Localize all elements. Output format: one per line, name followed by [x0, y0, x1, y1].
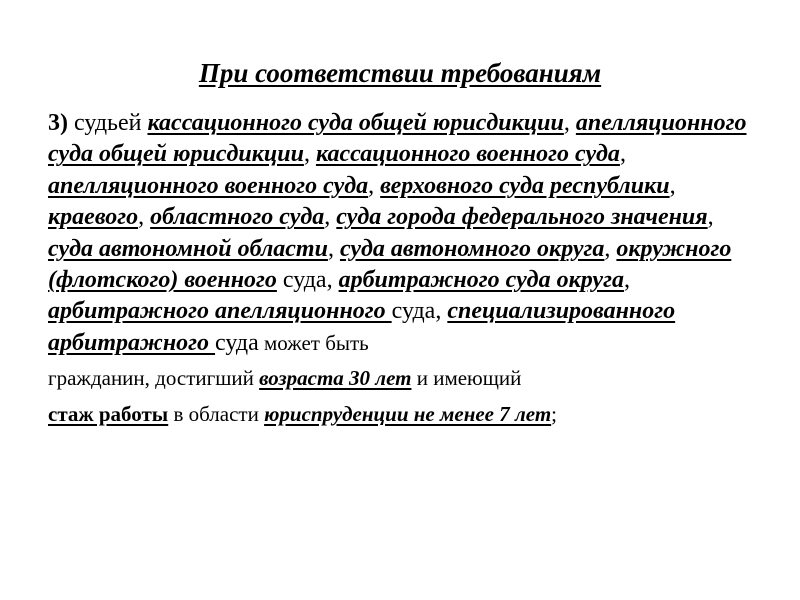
slide-title: При соответствии требованиям: [198, 58, 602, 88]
court-10: суда автономного округа: [339, 235, 605, 262]
sep-2: ,: [303, 141, 316, 168]
age-line-text-c: и имеющий: [411, 366, 522, 391]
court-11: окружного (флотского) военного: [48, 235, 732, 294]
sep-11: суда,: [276, 267, 339, 294]
court-3: кассационного военного суда: [315, 141, 620, 168]
court-2: апелляционного суда общей юрисдикции: [48, 110, 747, 168]
experience-line: [48, 397, 756, 431]
sep-4: ,: [368, 172, 381, 199]
age-line-text-a: гражданин, достигший: [48, 366, 260, 391]
court-12: арбитражного суда округа: [338, 267, 624, 294]
experience-line-text-b: в области: [168, 402, 265, 427]
court-9: суда автономной области: [48, 235, 328, 262]
tail-text: может быть: [258, 330, 369, 355]
court-7: областного суда: [150, 204, 325, 231]
work-experience: стаж работы: [48, 402, 169, 427]
sep-8: ,: [707, 204, 714, 231]
court-5: верховного суда республики: [380, 172, 670, 199]
main-paragraph: [48, 108, 756, 359]
sep-10: ,: [604, 235, 617, 262]
slide-body: [48, 108, 756, 431]
sep-3: ,: [619, 141, 626, 168]
experience-line-end: ;: [551, 402, 558, 427]
sep-5: ,: [669, 172, 676, 199]
sep-7: ,: [324, 204, 337, 231]
experience-requirement: юриспруденции не менее 7 лет: [264, 402, 552, 427]
age-line: [48, 361, 756, 395]
age-requirement: возраста 30 лет: [259, 366, 412, 391]
sep-13: суда,: [391, 298, 448, 325]
court-6: краевого: [48, 204, 139, 231]
sep-6: ,: [138, 204, 151, 231]
sep-1: ,: [563, 110, 576, 136]
sep-12: ,: [623, 267, 630, 294]
court-8: суда города федерального значения: [336, 204, 708, 231]
court-4: апелляционного военного суда: [48, 172, 369, 199]
item-number: 3): [48, 110, 68, 136]
lead-text: судьей: [68, 110, 148, 136]
court-1: кассационного суда общей юрисдикции: [147, 110, 564, 136]
court-14: специализированного арбитражного: [48, 298, 676, 356]
sep-9: ,: [327, 235, 340, 262]
sep-14: суда: [215, 329, 259, 356]
court-13: арбитражного апелляционного: [48, 298, 392, 325]
